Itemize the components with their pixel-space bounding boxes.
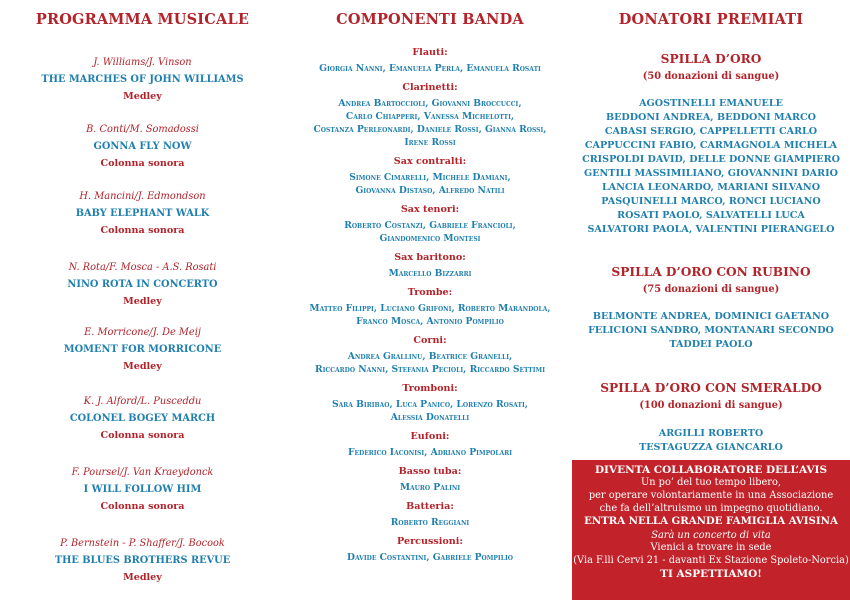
avis-body-line: per operare volontariamente in una Associazione (588, 489, 834, 501)
program-composer: H. Mancini/J. Edmondson (79, 191, 206, 202)
section-title: Percussioni: (397, 536, 463, 547)
donor-names: AGOSTINELLI EMANUELE (639, 98, 783, 109)
donor-names: PASQUINELLI MARCO, RONCI LUCIANO (601, 196, 821, 207)
band-section (285, 335, 575, 376)
section-names: Carlo Chiapperi, Vanessa Michelotti, (345, 111, 515, 122)
section-title: Sax baritono: (394, 252, 466, 263)
avis-body-line: che fa dell’altruismo un impegno quotidiano. (599, 502, 823, 514)
award-header (572, 381, 850, 412)
section-names: Alessia Donatelli (390, 412, 470, 423)
donor-names: BELMONTE ANDREA, DOMINICI GAETANO (592, 311, 830, 322)
section-names: Roberto Reggiani (390, 517, 470, 528)
program-item (0, 123, 285, 170)
avis-address: (Via F.lli Cervi 21 - davanti Ex Stazione Spoleto-Norcia) (573, 554, 849, 566)
program-piece: NINO ROTA IN CONCERTO (67, 279, 218, 290)
avis-body-line: Un po’ del tuo tempo libero, (641, 477, 781, 488)
program-item (0, 190, 285, 237)
donor-names: TADDEI PAOLO (669, 339, 753, 350)
donor-names: CABASI SERGIO, CAPPELLETTI CARLO (604, 126, 818, 137)
program-composer: P. Bernstein - P. Shaffer/J. Bocook (60, 538, 225, 549)
program-piece: I WILL FOLLOW HIM (83, 484, 202, 495)
program-title: PROGRAMMA MUSICALE (35, 11, 250, 28)
band-title: COMPONENTI BANDA (336, 11, 524, 28)
section-title: Basso tuba: (398, 466, 462, 477)
donor-names: CRISPOLDI DAVID, DELLE DONNE GIAMPIERO (582, 154, 840, 165)
award-count: (50 donazioni di sangue) (642, 71, 780, 82)
program-composer: F. Poursel/J. Van Kraeydonck (71, 467, 214, 478)
section-title: Eufoni: (410, 431, 450, 442)
program-composer: B. Conti/M. Somadossi (86, 124, 199, 135)
section-title: Tromboni: (402, 383, 458, 394)
award-title: SPILLA D’ORO (660, 52, 762, 66)
program-item (0, 56, 285, 103)
section-title: Flauti: (412, 47, 448, 58)
band-section (285, 47, 575, 75)
section-names: Giorgia Nanni, Emanuela Perla, Emanuela Rosati (319, 63, 541, 74)
section-names: Costanza Perleonardi, Daniele Rossi, Gianna Rossi, (313, 124, 547, 135)
section-names: Roberto Costanzi, Gabriele Francioli, (344, 220, 516, 231)
section-names: Davide Costantini, Gabriele Pompilio (346, 552, 513, 563)
donor-names: CAPPUCCINI FABIO, CARMAGNOLA MICHELA (584, 140, 838, 151)
band-section (285, 466, 575, 494)
program-type: Colonna sonora (100, 501, 185, 512)
program-type: Medley (123, 572, 162, 583)
donor-names: BEDDONI ANDREA, BEDDONI MARCO (606, 112, 816, 123)
program-piece: THE BLUES BROTHERS REVUE (54, 555, 231, 566)
program-item (0, 537, 285, 584)
section-names: Andrea Bartoccioli, Giovanni Broccucci, (338, 98, 522, 109)
award-names (572, 427, 850, 455)
program-type: Medley (123, 296, 162, 307)
band-section (285, 383, 575, 424)
program-piece: MOMENT FOR MORRICONE (63, 344, 222, 355)
program-composer: E. Morricone/J. De Meij (84, 327, 201, 338)
award-title: SPILLA D’ORO CON SMERALDO (600, 381, 822, 395)
program-piece: BABY ELEPHANT WALK (75, 208, 210, 219)
donor-names: LANCIA LEONARDO, MARIANI SILVANO (601, 182, 821, 193)
section-names: Marcello Bizzarri (388, 268, 472, 279)
section-title: Clarinetti: (402, 82, 458, 93)
section-names: Franco Mosca, Antonio Pompilio (356, 316, 504, 327)
program-composer: K. J. Alford/L. Pusceddu (83, 396, 202, 407)
section-names: Mauro Palini (399, 482, 461, 493)
band-section (285, 501, 575, 529)
section-names: Andrea Grallinu, Beatrice Granelli, (347, 351, 513, 362)
program-type: Colonna sonora (100, 225, 185, 236)
program-piece: GONNA FLY NOW (93, 141, 192, 152)
band-section (285, 287, 575, 328)
award-title: SPILLA D’ORO CON RUBINO (611, 265, 811, 279)
program-item (0, 466, 285, 513)
section-title: Batteria: (406, 501, 454, 512)
program-type: Colonna sonora (100, 158, 185, 169)
program-piece: THE MARCHES OF JOHN WILLIAMS (41, 74, 244, 85)
section-names: Riccardo Nanni, Stefania Pecioli, Riccardo Settimi (314, 364, 546, 375)
section-title: Corni: (413, 335, 447, 346)
avis-note: Sarà un concerto di vita (651, 529, 771, 541)
avis-closing: TI ASPETTIAMO! (660, 568, 762, 581)
section-title: Sax tenori: (400, 204, 460, 215)
band-section (285, 252, 575, 280)
section-names: Simone Cimarelli, Michele Damiani, (349, 172, 511, 183)
program-item (0, 261, 285, 308)
award-header (572, 52, 850, 83)
donors-title: DONATORI PREMIATI (618, 11, 804, 28)
section-title: Sax contralti: (393, 156, 467, 167)
donor-names: ARGILLI ROBERTO (658, 428, 764, 439)
program-type: Medley (123, 91, 162, 102)
program-item (0, 395, 285, 442)
band-list (285, 47, 575, 571)
donor-names: TESTAGUZZA GIANCARLO (639, 442, 783, 453)
section-names: Federico Iaconisi, Adriano Pimpolari (347, 447, 513, 458)
program-type: Colonna sonora (100, 430, 185, 441)
band-section (285, 156, 575, 197)
section-names: Irene Rossi (404, 137, 456, 148)
section-names: Matteo Filippi, Luciano Grifoni, Roberto Marandola, (309, 303, 551, 314)
band-section (285, 82, 575, 149)
program-item (0, 326, 285, 373)
donor-names: FELICIONI SANDRO, MONTANARI SECONDO (588, 325, 834, 336)
award-count: (100 donazioni di sangue) (639, 400, 783, 411)
section-names: Giandomenico Montesi (379, 233, 481, 244)
program-type: Medley (123, 361, 162, 372)
award-names (572, 310, 850, 352)
program-composer: J. Williams/J. Vinson (93, 57, 192, 68)
section-names: Sara Biribao, Luca Panico, Lorenzo Rosati, (332, 399, 528, 410)
award-count: (75 donazioni di sangue) (642, 284, 780, 295)
avis-visit: Vienici a trovare in sede (650, 541, 772, 553)
donor-names: GENTILI MASSIMILIANO, GIOVANNINI DARIO (584, 168, 838, 179)
award-names (572, 97, 850, 237)
section-names: Giovanna Distaso, Alfredo Natili (355, 185, 505, 196)
avis-title: DIVENTA COLLABORATORE DELL’AVIS (594, 464, 828, 476)
donor-names: ROSATI PAOLO, SALVATELLI LUCA (617, 210, 805, 221)
award-header (572, 265, 850, 296)
program-piece: COLONEL BOGEY MARCH (69, 413, 216, 424)
band-section (285, 204, 575, 245)
avis-promo-box (572, 460, 850, 600)
avis-cta: ENTRA NELLA GRANDE FAMIGLIA AVISINA (584, 515, 838, 528)
program-composer: N. Rota/F. Mosca - A.S. Rosati (68, 262, 217, 273)
donor-names: SALVATORI PAOLA, VALENTINI PIERANGELO (587, 224, 835, 235)
section-title: Trombe: (407, 287, 453, 298)
band-section (285, 536, 575, 564)
band-section (285, 431, 575, 459)
